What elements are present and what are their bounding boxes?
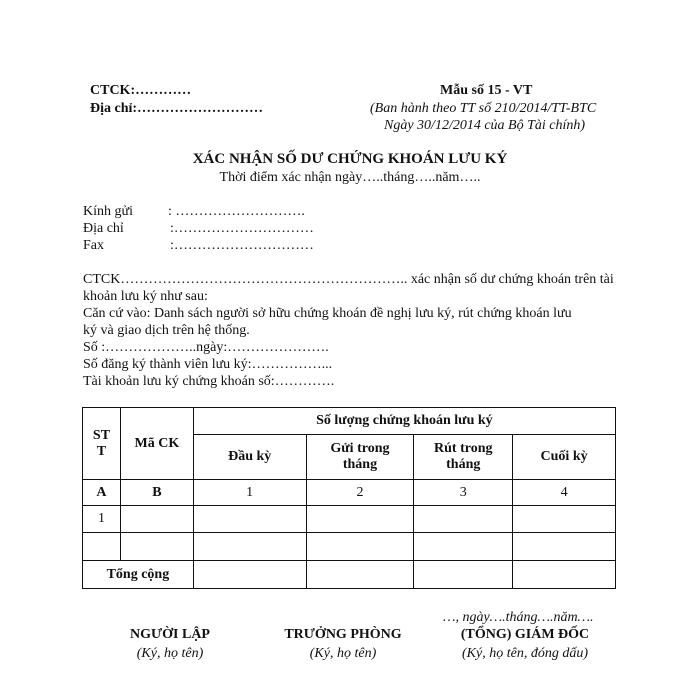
recipient-label: Kính gửi <box>83 204 133 219</box>
empty-cell <box>513 533 616 561</box>
table-row <box>83 506 616 533</box>
header-opening: Đầu kỳ <box>193 435 306 480</box>
signature-date-line: …, ngày….tháng….năm…. <box>443 610 594 625</box>
table-row <box>83 533 616 561</box>
body-line: Số :………………..ngày:…………………. <box>83 340 329 355</box>
document-subtitle: Thời điểm xác nhận ngày…..tháng…..năm….. <box>219 170 481 185</box>
form-issued-date: Ngày 30/12/2014 của Bộ Tài chính) <box>384 118 586 133</box>
row-stt-cell: 1 <box>83 506 121 533</box>
body-line: Căn cứ vào: Danh sách người sở hữu chứng khoán đề nghị lưu ký, rút chứng khoán lưu <box>83 306 572 321</box>
document-title: XÁC NHẬN SỐ DƯ CHỨNG KHOÁN LƯU KÝ <box>192 151 508 167</box>
empty-cell <box>306 506 414 533</box>
empty-cell <box>120 506 193 533</box>
empty-cell <box>306 533 414 561</box>
header-stt-line: ST <box>92 427 111 443</box>
header-withdraw <box>414 435 513 480</box>
head-note: (Ký, họ tên) <box>309 646 377 661</box>
code-cell: 1 <box>193 480 306 506</box>
header-closing: Cuối kỳ <box>513 435 616 480</box>
header-deposit-line: tháng <box>342 457 378 472</box>
code-cell: 2 <box>306 480 414 506</box>
body-line: khoản lưu ký như sau: <box>83 289 208 304</box>
holdings-table <box>82 407 616 589</box>
body-line: Tài khoản lưu ký chứng khoán số:…………. <box>83 374 335 389</box>
body-line: CTCK…………………………………………………….. xác nhận số dư chứng khoán trên tài <box>83 272 614 287</box>
empty-cell <box>513 561 616 589</box>
company-field: CTCK:………… <box>90 83 192 98</box>
empty-cell <box>193 506 306 533</box>
director-title: (TỔNG) GIÁM ĐỐC <box>460 627 590 642</box>
empty-cell <box>414 561 513 589</box>
header-withdraw-line: tháng <box>446 457 481 472</box>
fax-label: Fax <box>83 238 104 253</box>
code-cell: B <box>120 480 193 506</box>
form-issued-by: (Ban hành theo TT số 210/2014/TT-BTC <box>370 101 597 116</box>
empty-cell <box>414 506 513 533</box>
director-note: (Ký, họ tên, đóng dấu) <box>462 646 588 661</box>
header-ticker: Mã CK <box>120 408 193 480</box>
table-row <box>83 561 616 589</box>
empty-cell <box>306 561 414 589</box>
header-quantity-group: Số lượng chứng khoán lưu ký <box>193 408 615 435</box>
header-deposit-line: Gửi trong <box>330 441 390 456</box>
preparer-title: NGƯỜI LẬP <box>130 627 210 642</box>
empty-cell <box>414 533 513 561</box>
empty-cell <box>193 533 306 561</box>
body-line: Số đăng ký thành viên lưu ký:……………... <box>83 357 333 372</box>
empty-cell <box>513 506 616 533</box>
recipient-address-label: Địa chỉ <box>83 221 124 236</box>
code-cell: A <box>83 480 121 506</box>
header-stt-line: T <box>96 443 107 459</box>
header-stt <box>83 408 121 480</box>
company-address-field: Địa chỉ:……………………… <box>90 101 264 116</box>
empty-cell <box>193 561 306 589</box>
code-cell: 4 <box>513 480 616 506</box>
recipient-address-value: :………………………… <box>170 221 314 236</box>
head-title: TRƯỞNG PHÒNG <box>284 627 402 642</box>
fax-value: :………………………… <box>170 238 314 253</box>
header-withdraw-line: Rút trong <box>434 441 493 456</box>
empty-cell <box>120 533 193 561</box>
code-cell: 3 <box>414 480 513 506</box>
preparer-note: (Ký, họ tên) <box>136 646 204 661</box>
header-deposit <box>306 435 414 480</box>
form-number: Mẫu số 15 - VT <box>440 83 533 98</box>
empty-cell <box>83 533 121 561</box>
table-row <box>83 480 616 506</box>
body-line: ký và giao dịch trên hệ thống. <box>83 323 250 338</box>
recipient-value: : ………………………. <box>168 204 305 219</box>
total-label: Tổng cộng <box>83 561 194 589</box>
